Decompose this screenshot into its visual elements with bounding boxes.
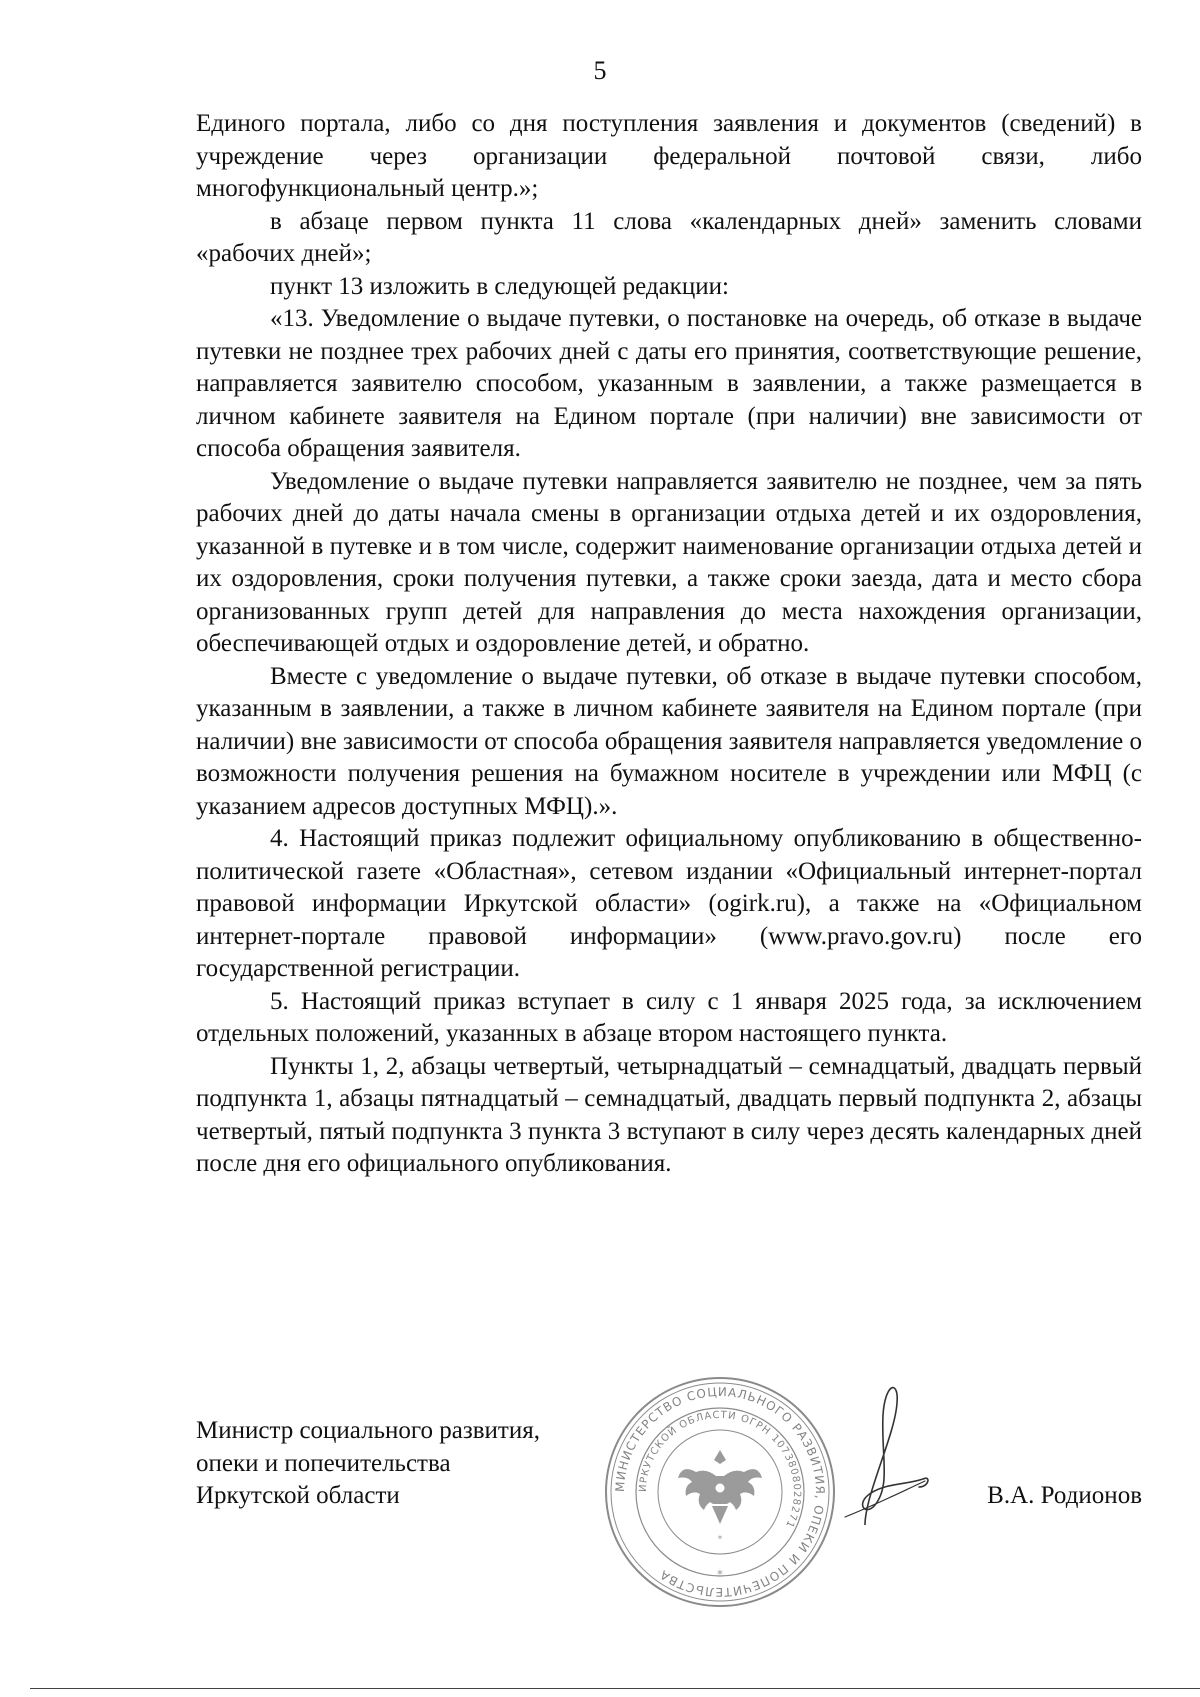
paragraph: 5. Настоящий приказ вступает в силу с 1 января 2025 года, за исключением отдельных положений, указанных в абзаце втором настоящего пункта. [196,987,1142,1047]
signatory-title-line: Министр социального развития, [196,1417,540,1444]
signatory-title [196,1415,540,1513]
svg-text:МИНИСТЕРСТВО СОЦИАЛЬНОГО РАЗВИ: МИНИСТЕРСТВО СОЦИАЛЬНОГО РАЗВИТИЯ, ОПЕКИ И ПОПЕЧИТЕЛЬСТВА [612,1384,828,1600]
paragraph: в абзаце первом пункта 11 слова «календарных дней» заменить словами «рабочих дней»; [196,207,1142,267]
paragraph: Пункты 1, 2, абзацы четвертый, четырнадцатый – семнадцатый, двадцать первый подпункта 1, абзацы пятнадцатый – семнадцатый, двадцать первый подпункта 2, абзацы четвертый, пятый подпункта 3 пункта 3 вступают в силу через десять календарных дней после дня его официального опубликования. [196,1052,1142,1177]
paragraph: 4. Настоящий приказ подлежит официальному опубликованию в общественно-политической газете «Областная», сетевом издании «Официальный интернет-портал правовой информации Иркутской области» (ogirk.ru), а также на «Официальном интернет-портале правовой информации» (www.pravo.gov.ru) после его государственной регистрации. [196,825,1142,982]
footer-rule [30,1688,1200,1689]
svg-text:✶: ✶ [716,1533,724,1542]
paragraph: Вместе с уведомление о выдаче путевки, об отказе в выдаче путевки способом, указанным в заявлении, а также в личном кабинете заявителя на Едином портале (при наличии) вне зависимости от способа обращения заявителя направляется уведомление о возможности получения решения на бумажном носителе в учреждении или МФЦ (с указанием адресов доступных МФЦ).». [196,662,1142,820]
signatory-name: В.А. Родионов [987,1482,1142,1509]
handwritten-signature [835,1375,975,1525]
svg-text:ИРКУТСКОЙ ОБЛАСТИ ОГРН 1073808: ИРКУТСКОЙ ОБЛАСТИ ОГРН 1073808028271 [637,1409,803,1530]
paragraph: Уведомление о выдаче путевки направляется заявителю не позднее, чем за пять рабочих дней до даты начала смены в организации отдыха детей и их оздоровления, указанной в путевке и в том числе, содержит наименование организации отдыха детей и их оздоровления, сроки получения путевки, а также сроки заезда, дата и место сбора организованных групп детей для направления до места нахождения организации, обеспечивающей отдых и оздоровление детей, и обратно. [196,467,1142,657]
signatory-title-line: Иркутской области [196,1482,400,1509]
svg-text:✶: ✶ [715,1568,725,1579]
document-body [196,108,1142,1181]
official-seal-stamp [600,1372,840,1612]
signatory-title-line: опеки и попечительства [196,1449,451,1477]
paragraph: Единого портала, либо со дня поступления заявления и документов (сведений) в учреждение через организации федеральной почтовой связи, либо многофункциональный центр.»; [196,110,1142,202]
paragraph: пункт 13 изложить в следующей редакции: [270,272,729,300]
coat-of-arms-eagle-icon [678,1450,762,1524]
paragraph: «13. Уведомление о выдаче путевки, о постановке на очередь, об отказе в выдаче путевки не позднее трех рабочих дней с даты его принятия, соответствующие решение, направляется заявителю способом, указанным в заявлении, а также размещается в личном кабинете заявителя на Едином портале (при наличии) вне зависимости от способа обращения заявителя. [196,305,1142,462]
page-number: 5 [593,56,607,85]
